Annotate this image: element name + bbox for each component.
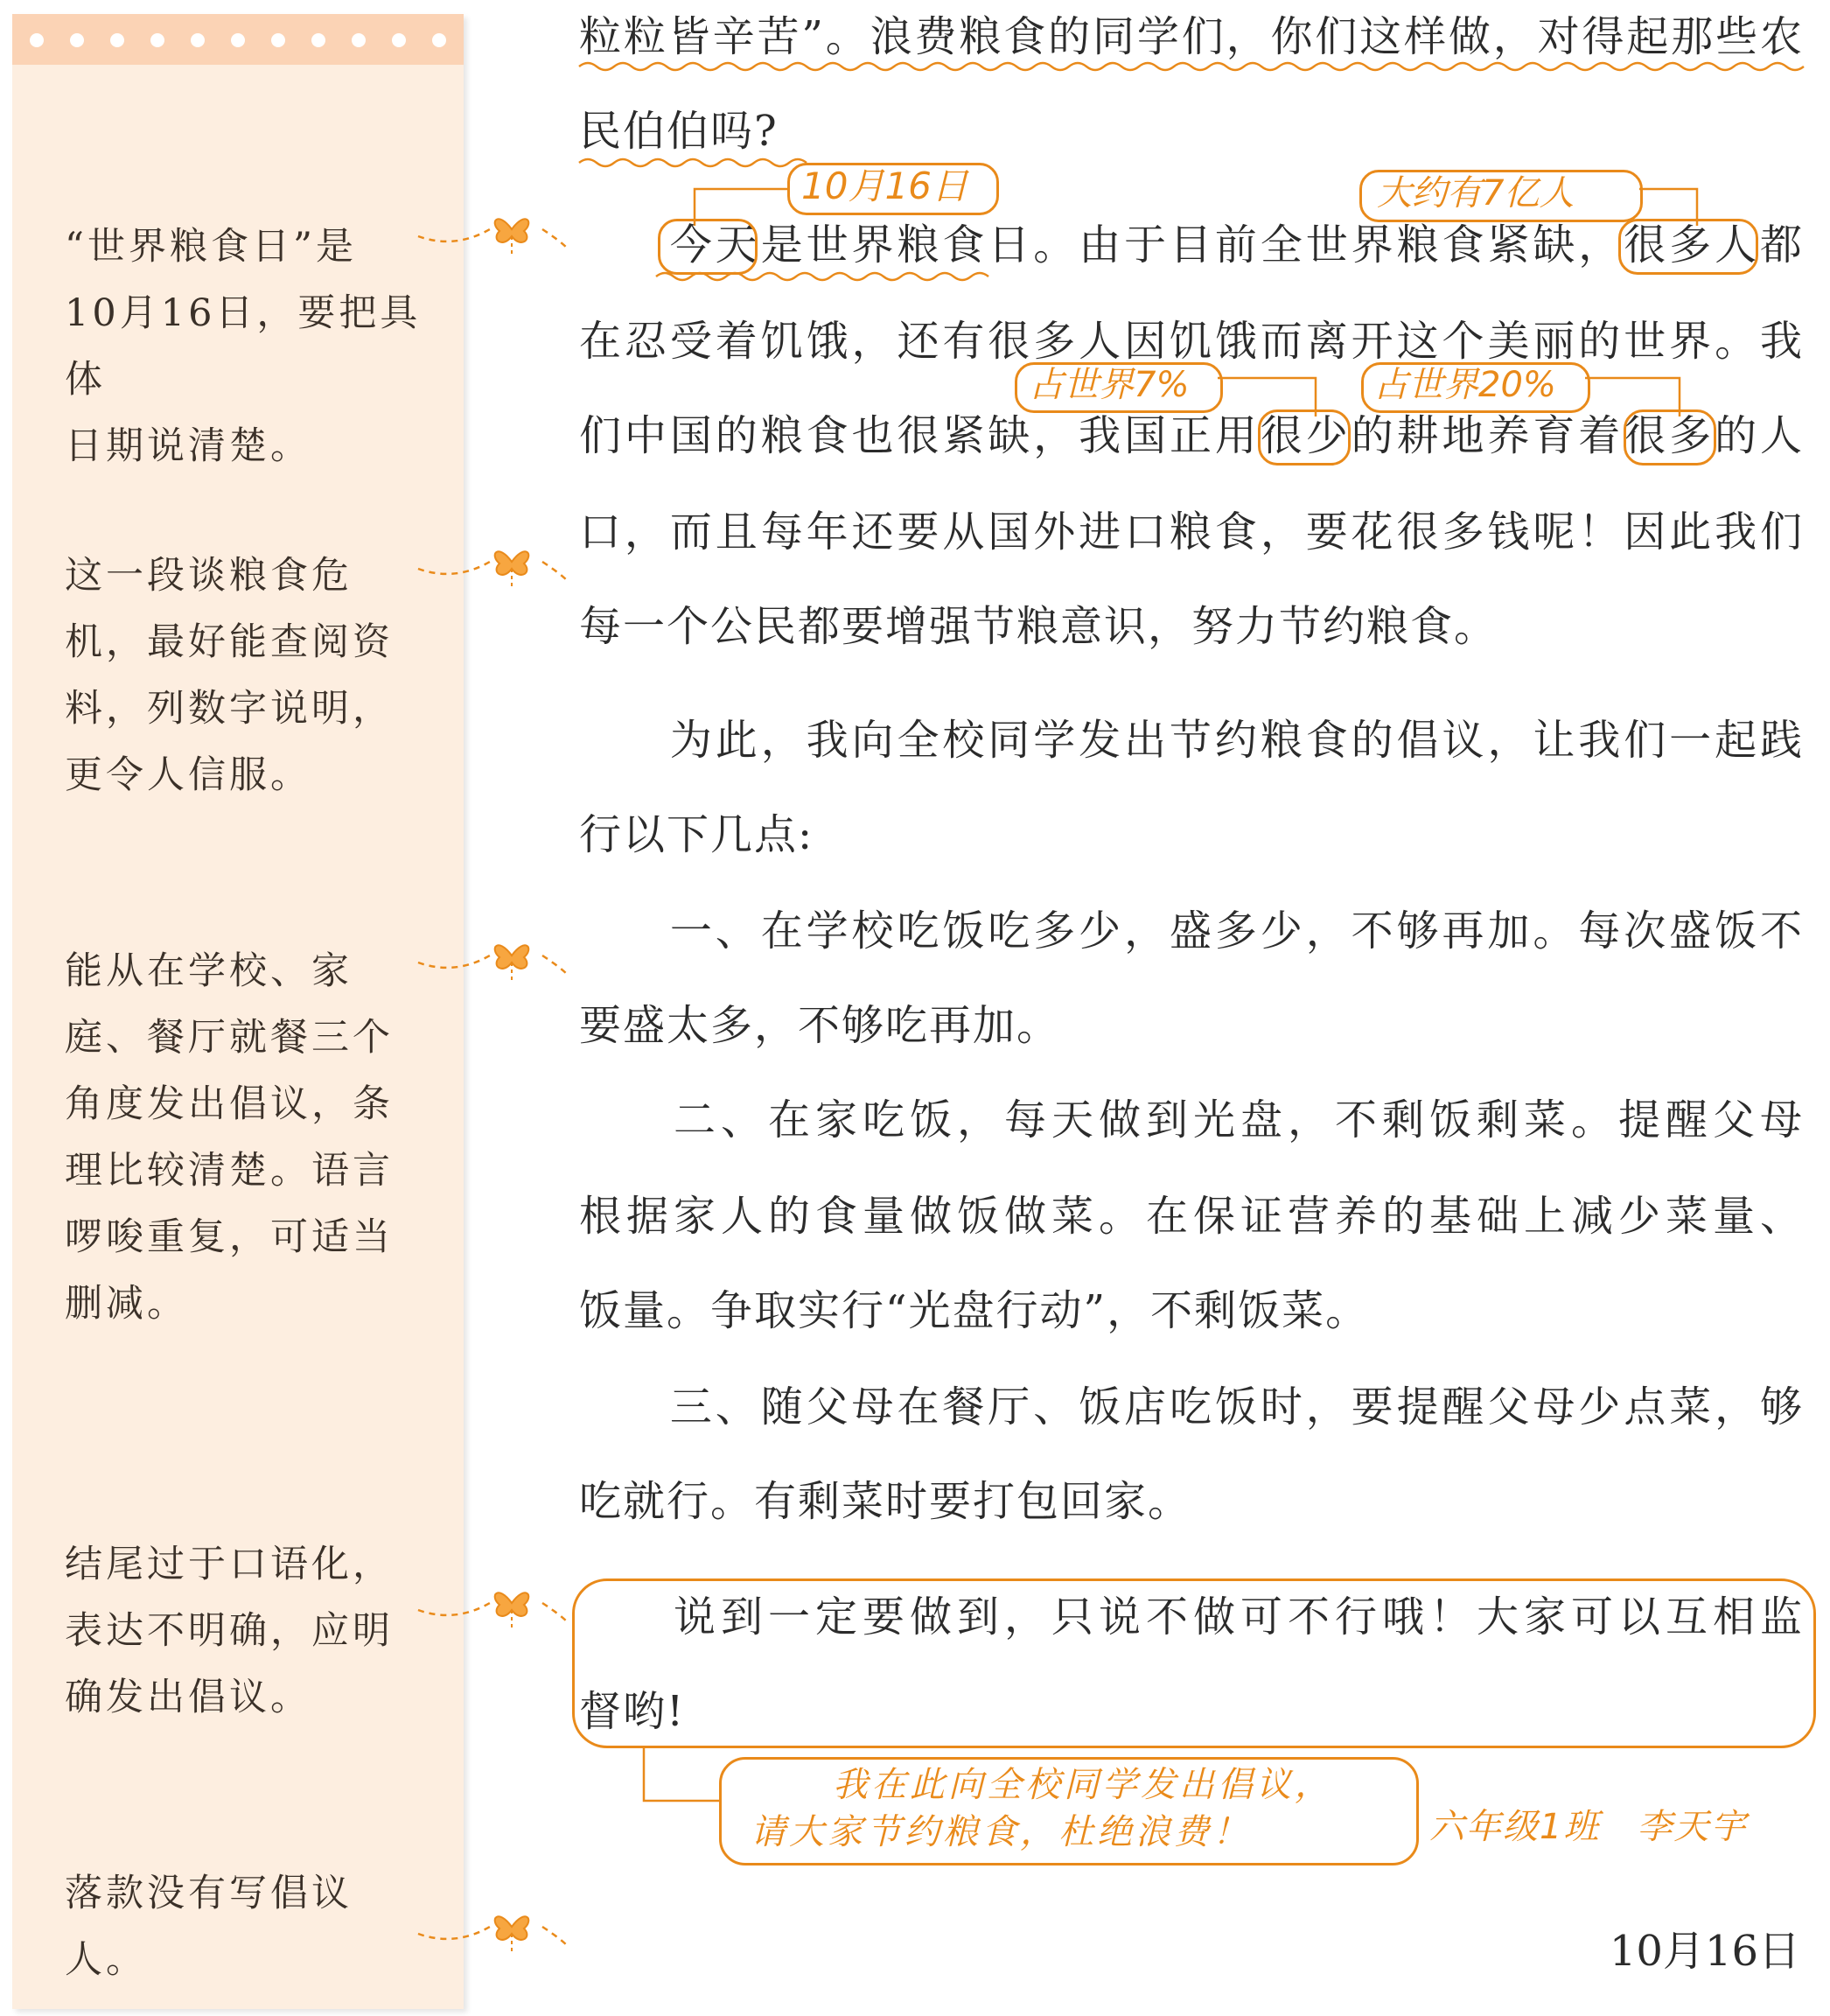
butterfly-icon [495,551,529,588]
butterfly-icon [495,1916,529,1953]
connector-line [418,1603,490,1615]
essay-line: 每一个公民都要增强节粮意识，努力节约粮食。 [579,602,1498,651]
essay-line: 三、随父母在餐厅、饭店吃饭时，要提醒父母少点菜，够 [579,1382,1804,1432]
note-population: 占世界20% [1373,365,1556,405]
comment-date: “世界粮食日”是 10月16日，要把具体 日期说清楚。 [65,225,422,468]
connector-line [542,562,569,582]
connector-line [418,1927,490,1939]
signature-note: 六年级1班 李天宇 [1429,1807,1748,1847]
note-people: 大约有7亿人 [1377,173,1575,214]
word-box-many [1624,410,1716,466]
ending-box [572,1578,1816,1748]
comment-ending: 结尾过于口语化， 表达不明确，应明 确发出倡议。 [65,1543,394,1719]
connector-line [542,1927,569,1947]
essay-line: 今天是世界粮食日。由于目前全世界粮食紧缺，很多人都 [579,220,1804,270]
connector-line [542,1603,569,1623]
essay-line: 一、在学校吃饭吃多少，盛多少，不够再加。每次盛饭不 [579,906,1804,956]
connector-line [542,956,569,976]
comment-data: 这一段谈粮食危 机，最好能查阅资 料，列数字说明， 更令人信服。 [65,554,394,797]
connector-line [418,562,490,574]
rewrite-line-1: 我在此向全校同学发出倡议， [833,1765,1333,1805]
butterfly-icon [495,1592,529,1629]
essay-line: 要盛太多，不够吃再加。 [579,1001,1061,1050]
butterfly-icon [495,219,529,256]
butterfly-icon [495,945,529,982]
letter-date: 10月16日 [1609,1927,1800,1976]
connector-line [542,229,569,249]
wavy-underline [579,159,807,166]
rewrite-line-2: 请大家节约粮食，杜绝浪费！ [751,1812,1251,1852]
essay-line: 说到一定要做到，只说不做可不行哦！大家可以互相监 [579,1592,1804,1642]
word-box-little [1258,410,1351,466]
essay-line: 民伯伯吗? [579,107,779,156]
essay-line: 吃就行。有剩菜时要打包回家。 [579,1477,1192,1526]
essay-line: 粒粒皆辛苦”。浪费粮食的同学们，你们这样做，对得起那些农 [579,12,1804,61]
essay-line: 口，而且每年还要从国外进口粮食，要花很多钱呢！因此我们 [579,508,1804,556]
comment-signature: 落款没有写倡议 人。 [65,1872,353,1982]
connector-line [418,956,490,968]
note-date: 10月16日 [801,164,968,207]
essay-line: 根据家人的食量做饭做菜。在保证营养的基础上减少菜量、 [579,1192,1804,1241]
essay-line: 行以下几点: [579,810,814,859]
essay-line: 二、在家吃饭，每天做到光盘，不剩饭剩菜。提醒父母 [579,1096,1804,1144]
word-box-today [658,219,758,275]
word-box-many-people [1618,219,1758,275]
essay-line: 为此，我向全校同学发出节约粮食的倡议，让我们一起践 [579,716,1804,765]
connector-line [418,229,490,242]
note-leader [644,1746,719,1801]
comment-structure: 能从在学校、家 庭、餐厅就餐三个 角度发出倡议，条 理比较清楚。语言 啰唆重复，可适当 删减。 [65,949,394,1326]
essay-line: 们中国的粮食也很紧缺，我国正用很少的耕地养育着很多的人 [579,411,1804,460]
note-land: 占世界7% [1029,365,1190,405]
essay-line: 督哟! [579,1687,686,1736]
essay-line: 饭量。争取实行“光盘行动”，不剩饭菜。 [579,1286,1370,1335]
essay-line: 在忍受着饥饿，还有很多人因饥饿而离开这个美丽的世界。我 [579,317,1804,366]
